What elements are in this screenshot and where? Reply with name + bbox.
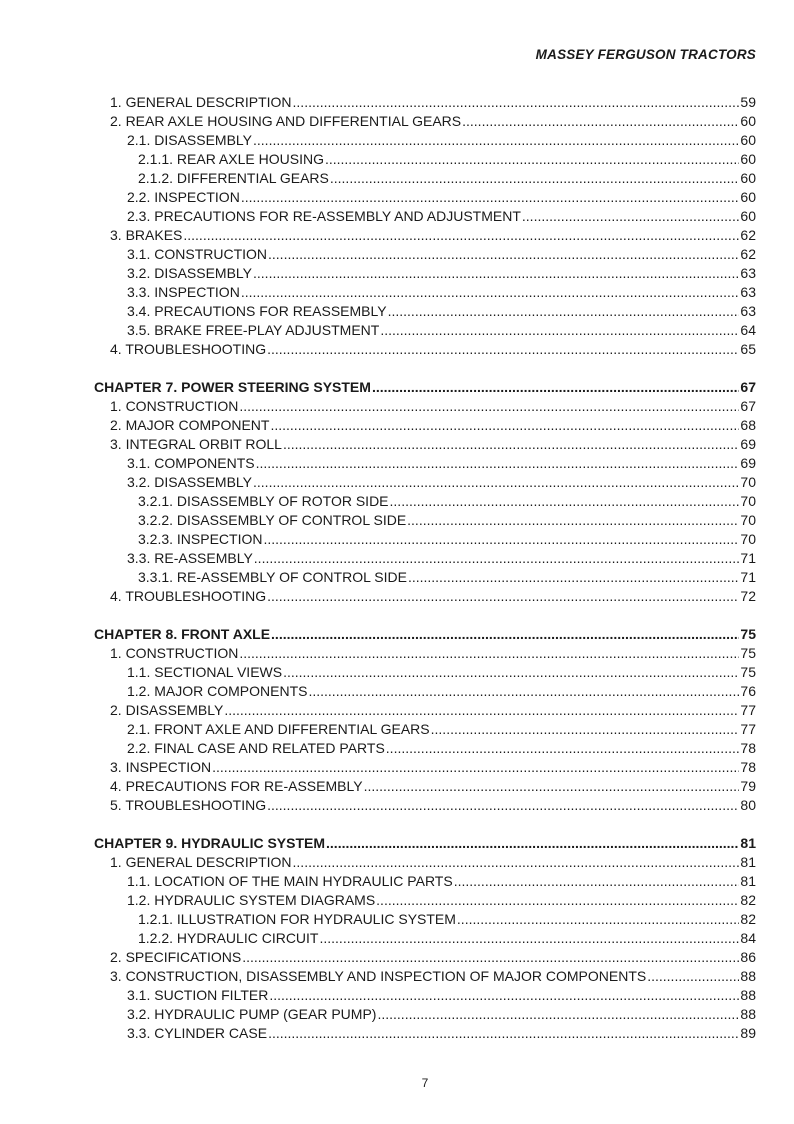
toc-entry xyxy=(94,796,756,815)
dot-leader xyxy=(253,473,739,492)
toc-entry-title: 2. MAJOR COMPONENT xyxy=(110,417,270,433)
toc-entry xyxy=(94,283,756,302)
toc-entry xyxy=(94,701,756,720)
toc-entry xyxy=(94,321,756,340)
dot-leader xyxy=(457,910,740,929)
toc-entry xyxy=(94,549,756,568)
toc-entry-title: 3.3.1. RE-ASSEMBLY OF CONTROL SIDE xyxy=(138,569,407,585)
toc-entry-title: 2. REAR AXLE HOUSING AND DIFFERENTIAL GEARS xyxy=(110,113,462,129)
toc-entry-page: 77 xyxy=(740,721,756,737)
toc-entry-page: 81 xyxy=(740,854,756,870)
toc-entry-page: 70 xyxy=(740,474,756,490)
toc-entry xyxy=(94,910,756,929)
toc-entry-page: 70 xyxy=(740,531,756,547)
dot-leader xyxy=(454,872,740,891)
toc-entry-title: 3.2. DISASSEMBLY xyxy=(127,265,253,281)
toc-entry-page: 89 xyxy=(740,1025,756,1041)
toc-entry-page: 62 xyxy=(740,227,756,243)
toc-entry-title: 3.1. COMPONENTS xyxy=(127,455,255,471)
dot-leader xyxy=(241,188,740,207)
toc-entry-page: 68 xyxy=(740,417,756,433)
toc-entry-title: 3.3. RE-ASSEMBLY xyxy=(127,550,253,566)
dot-leader xyxy=(183,226,739,245)
dot-leader xyxy=(376,891,739,910)
dot-leader xyxy=(326,834,739,853)
dot-leader xyxy=(267,340,739,359)
toc-entry-page: 75 xyxy=(740,645,756,661)
dot-leader xyxy=(283,435,739,454)
toc-entry-page: 72 xyxy=(740,588,756,604)
toc-entry-page: 60 xyxy=(740,208,756,224)
toc-entry-title: 1.2. HYDRAULIC SYSTEM DIAGRAMS xyxy=(127,892,376,908)
toc-entry-page: 81 xyxy=(740,873,756,889)
dot-leader xyxy=(408,568,739,587)
toc-chapter-heading xyxy=(94,625,756,644)
toc-entry xyxy=(94,511,756,530)
toc-entry-page: 82 xyxy=(740,911,756,927)
dot-leader xyxy=(224,701,739,720)
dot-leader xyxy=(431,720,740,739)
toc-entry-title: 4. TROUBLESHOOTING xyxy=(110,588,267,604)
toc-entry-title: CHAPTER 7. POWER STEERING SYSTEM xyxy=(94,379,371,395)
toc-entry xyxy=(94,473,756,492)
toc-entry-title: 3.2. DISASSEMBLY xyxy=(127,474,253,490)
toc-entry-page: 63 xyxy=(740,284,756,300)
toc-entry-page: 88 xyxy=(740,968,756,984)
dot-leader xyxy=(253,131,739,150)
toc-entry-title: 1. GENERAL DESCRIPTION xyxy=(110,854,292,870)
dot-leader xyxy=(380,321,739,340)
dot-leader xyxy=(253,264,739,283)
toc-entry-page: 71 xyxy=(740,550,756,566)
toc-entry-page: 75 xyxy=(740,664,756,680)
toc-entry xyxy=(94,435,756,454)
toc-entry xyxy=(94,568,756,587)
toc-entry-page: 63 xyxy=(740,265,756,281)
running-header: MASSEY FERGUSON TRACTORS xyxy=(535,47,756,62)
toc-entry-title: 1.2.2. HYDRAULIC CIRCUIT xyxy=(138,930,319,946)
toc-entry-title: 2.1.1. REAR AXLE HOUSING xyxy=(138,151,324,167)
toc-entry xyxy=(94,416,756,435)
toc-entry-title: CHAPTER 8. FRONT AXLE xyxy=(94,626,271,642)
toc-entry-page: 70 xyxy=(740,512,756,528)
toc-entry-title: 3.1. SUCTION FILTER xyxy=(127,987,269,1003)
dot-leader xyxy=(212,758,739,777)
toc-entry-title: 1. CONSTRUCTION xyxy=(110,398,239,414)
dot-leader xyxy=(325,150,739,169)
toc-entry-page: 78 xyxy=(740,759,756,775)
dot-leader xyxy=(271,625,739,644)
toc-entry-title: 3. INTEGRAL ORBIT ROLL xyxy=(110,436,282,452)
toc-entry xyxy=(94,131,756,150)
dot-leader xyxy=(319,929,739,948)
toc-entry xyxy=(94,340,756,359)
toc-entry-title: 1.2. MAJOR COMPONENTS xyxy=(127,683,308,699)
toc-entry xyxy=(94,530,756,549)
dot-leader xyxy=(330,169,740,188)
toc-entry-page: 86 xyxy=(740,949,756,965)
toc-entry xyxy=(94,207,756,226)
toc-entry-page: 69 xyxy=(740,436,756,452)
toc-entry-title: 5. TROUBLESHOOTING xyxy=(110,797,267,813)
toc-entry xyxy=(94,1024,756,1043)
toc-entry-title: 1.1. LOCATION OF THE MAIN HYDRAULIC PARTS xyxy=(127,873,453,889)
toc-entry-title: 3.2. HYDRAULIC PUMP (GEAR PUMP) xyxy=(127,1006,377,1022)
toc-entry xyxy=(94,891,756,910)
toc-entry-title: 3. BRAKES xyxy=(110,227,183,243)
toc-entry-title: CHAPTER 9. HYDRAULIC SYSTEM xyxy=(94,835,326,851)
toc-entry-page: 75 xyxy=(740,626,756,642)
toc-entry-title: 3.2.3. INSPECTION xyxy=(138,531,263,547)
dot-leader xyxy=(372,378,739,397)
toc-entry xyxy=(94,777,756,796)
toc-entry xyxy=(94,112,756,131)
toc-entry xyxy=(94,492,756,511)
toc-entry xyxy=(94,720,756,739)
toc-entry xyxy=(94,587,756,606)
page-number: 7 xyxy=(421,1076,429,1090)
dot-leader xyxy=(522,207,740,226)
toc-entry-page: 60 xyxy=(740,189,756,205)
dot-leader xyxy=(388,302,740,321)
toc-entry-title: 1. GENERAL DESCRIPTION xyxy=(110,94,292,110)
dot-leader xyxy=(386,739,740,758)
toc-entry xyxy=(94,169,756,188)
toc-entry xyxy=(94,872,756,891)
toc-entry-title: 4. TROUBLESHOOTING xyxy=(110,341,267,357)
dot-leader xyxy=(377,1005,739,1024)
toc-entry-title: 1. CONSTRUCTION xyxy=(110,645,239,661)
dot-leader xyxy=(269,986,739,1005)
toc-entry xyxy=(94,986,756,1005)
toc-entry-page: 80 xyxy=(740,797,756,813)
dot-leader xyxy=(268,1024,739,1043)
toc-entry-page: 79 xyxy=(740,778,756,794)
toc-entry-page: 62 xyxy=(740,246,756,262)
toc-entry xyxy=(94,758,756,777)
dot-leader xyxy=(267,587,739,606)
toc-entry-title: 2.1.2. DIFFERENTIAL GEARS xyxy=(138,170,329,186)
toc-entry xyxy=(94,967,756,986)
table-of-contents xyxy=(94,93,756,1043)
toc-entry xyxy=(94,188,756,207)
toc-entry xyxy=(94,739,756,758)
toc-entry-page: 63 xyxy=(740,303,756,319)
toc-entry xyxy=(94,454,756,473)
toc-entry-title: 3.4. PRECAUTIONS FOR REASSEMBLY xyxy=(127,303,387,319)
toc-entry-title: 3.2.1. DISASSEMBLY OF ROTOR SIDE xyxy=(138,493,389,509)
toc-entry-page: 60 xyxy=(740,113,756,129)
toc-chapter-heading xyxy=(94,834,756,853)
toc-entry-page: 69 xyxy=(740,455,756,471)
toc-entry-page: 70 xyxy=(740,493,756,509)
toc-entry-page: 59 xyxy=(740,94,756,110)
toc-entry-title: 3. CONSTRUCTION, DISASSEMBLY AND INSPECTION OF MAJOR COMPONENTS xyxy=(110,968,647,984)
toc-entry-title: 4. PRECAUTIONS FOR RE-ASSEMBLY xyxy=(110,778,363,794)
toc-entry-page: 77 xyxy=(740,702,756,718)
toc-entry-page: 81 xyxy=(740,835,756,851)
dot-leader xyxy=(268,245,739,264)
dot-leader xyxy=(239,644,739,663)
toc-entry-title: 2.2. INSPECTION xyxy=(127,189,240,205)
toc-entry-page: 88 xyxy=(740,987,756,1003)
toc-entry-page: 67 xyxy=(740,379,756,395)
toc-entry-title: 2. SPECIFICATIONS xyxy=(110,949,242,965)
dot-leader xyxy=(293,853,740,872)
toc-entry-page: 60 xyxy=(740,151,756,167)
toc-entry xyxy=(94,853,756,872)
toc-entry xyxy=(94,245,756,264)
toc-entry xyxy=(94,226,756,245)
dot-leader xyxy=(283,663,739,682)
toc-entry-page: 60 xyxy=(740,170,756,186)
dot-leader xyxy=(239,397,739,416)
toc-entry-title: 2.1. FRONT AXLE AND DIFFERENTIAL GEARS xyxy=(127,721,430,737)
dot-leader xyxy=(270,416,739,435)
dot-leader xyxy=(267,796,739,815)
toc-entry-title: 3. INSPECTION xyxy=(110,759,212,775)
dot-leader xyxy=(293,93,740,112)
toc-entry xyxy=(94,93,756,112)
dot-leader xyxy=(407,511,739,530)
toc-entry-page: 65 xyxy=(740,341,756,357)
toc-entry xyxy=(94,929,756,948)
toc-entry xyxy=(94,663,756,682)
dot-leader xyxy=(647,967,739,986)
dot-leader xyxy=(254,549,740,568)
dot-leader xyxy=(242,948,739,967)
toc-entry xyxy=(94,644,756,663)
dot-leader xyxy=(263,530,739,549)
toc-entry-title: 3.3. INSPECTION xyxy=(127,284,240,300)
toc-entry-title: 3.2.2. DISASSEMBLY OF CONTROL SIDE xyxy=(138,512,407,528)
toc-entry-title: 3.5. BRAKE FREE-PLAY ADJUSTMENT xyxy=(127,322,380,338)
toc-entry xyxy=(94,302,756,321)
dot-leader xyxy=(241,283,740,302)
toc-entry xyxy=(94,264,756,283)
toc-entry-title: 2.1. DISASSEMBLY xyxy=(127,132,253,148)
toc-entry-page: 76 xyxy=(740,683,756,699)
toc-entry-page: 60 xyxy=(740,132,756,148)
toc-entry-page: 82 xyxy=(740,892,756,908)
toc-entry-page: 64 xyxy=(740,322,756,338)
toc-entry-title: 1.1. SECTIONAL VIEWS xyxy=(127,664,283,680)
toc-entry xyxy=(94,948,756,967)
toc-entry xyxy=(94,397,756,416)
toc-entry-page: 67 xyxy=(740,398,756,414)
toc-entry-page: 88 xyxy=(740,1006,756,1022)
toc-entry-title: 3.3. CYLINDER CASE xyxy=(127,1025,268,1041)
dot-leader xyxy=(256,454,740,473)
toc-entry-page: 78 xyxy=(740,740,756,756)
toc-entry-title: 2. DISASSEMBLY xyxy=(110,702,224,718)
toc-entry-title: 2.3. PRECAUTIONS FOR RE-ASSEMBLY AND ADJUSTMENT xyxy=(127,208,521,224)
toc-entry-title: 1.2.1. ILLUSTRATION FOR HYDRAULIC SYSTEM xyxy=(138,911,456,927)
toc-entry-title: 2.2. FINAL CASE AND RELATED PARTS xyxy=(127,740,385,756)
dot-leader xyxy=(308,682,739,701)
toc-entry-page: 71 xyxy=(740,569,756,585)
toc-chapter-heading xyxy=(94,378,756,397)
dot-leader xyxy=(462,112,739,131)
toc-entry xyxy=(94,150,756,169)
toc-entry-title: 3.1. CONSTRUCTION xyxy=(127,246,268,262)
toc-entry-page: 84 xyxy=(740,930,756,946)
toc-entry xyxy=(94,1005,756,1024)
toc-entry xyxy=(94,682,756,701)
dot-leader xyxy=(390,492,740,511)
dot-leader xyxy=(364,777,740,796)
